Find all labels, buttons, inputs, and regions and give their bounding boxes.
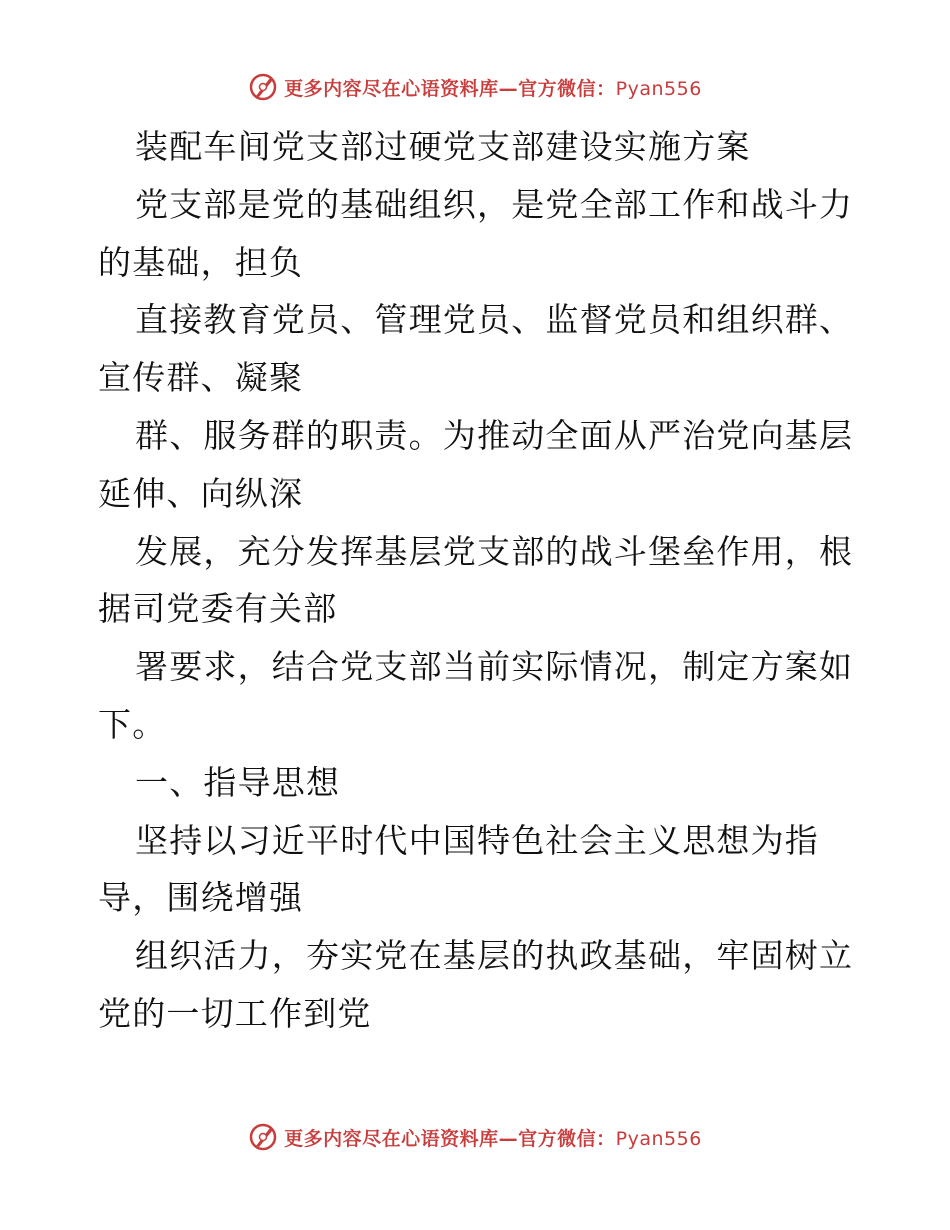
paragraph-line: 群、服务群的职责。为推动全面从严治党向基层 (135, 415, 854, 455)
quill-pen-logo-icon (248, 1122, 278, 1152)
bottom-watermark-banner (0, 1122, 950, 1152)
section-heading: 一、指导思想 (135, 762, 341, 802)
paragraph-line: 的基础，担负 (98, 242, 304, 282)
paragraph-line: 宣传群、凝聚 (98, 358, 304, 398)
paragraph-line: 直接教育党员、管理党员、监督党员和组织群、 (135, 300, 854, 340)
paragraph-line: 下。 (98, 704, 167, 744)
paragraph-line: 发展，充分发挥基层党支部的战斗堡垒作用，根 (135, 531, 854, 571)
paragraph-line: 据司党委有关部 (98, 589, 338, 629)
document-title: 装配车间党支部过硬党支部建设实施方案 (135, 127, 751, 166)
paragraph-line: 党的一切工作到党 (98, 993, 372, 1033)
quill-pen-logo-icon (248, 72, 278, 102)
document-body (98, 118, 858, 1043)
watermark-text: 更多内容尽在心语资料库—官方微信：Pyan556 (284, 1127, 702, 1150)
paragraph-line: 组织活力，夯实党在基层的执政基础，牢固树立 (135, 936, 854, 976)
paragraph-line: 延伸、向纵深 (98, 473, 304, 513)
paragraph-line: 坚持以习近平时代中国特色社会主义思想为指 (135, 820, 819, 860)
paragraph-line: 署要求，结合党支部当前实际情况，制定方案如 (135, 647, 854, 687)
paragraph-line: 党支部是党的基础组织，是党全部工作和战斗力 (135, 184, 854, 224)
paragraph-line: 导，围绕增强 (98, 878, 304, 918)
watermark-text: 更多内容尽在心语资料库—官方微信：Pyan556 (284, 77, 702, 100)
top-watermark-banner (0, 72, 950, 102)
